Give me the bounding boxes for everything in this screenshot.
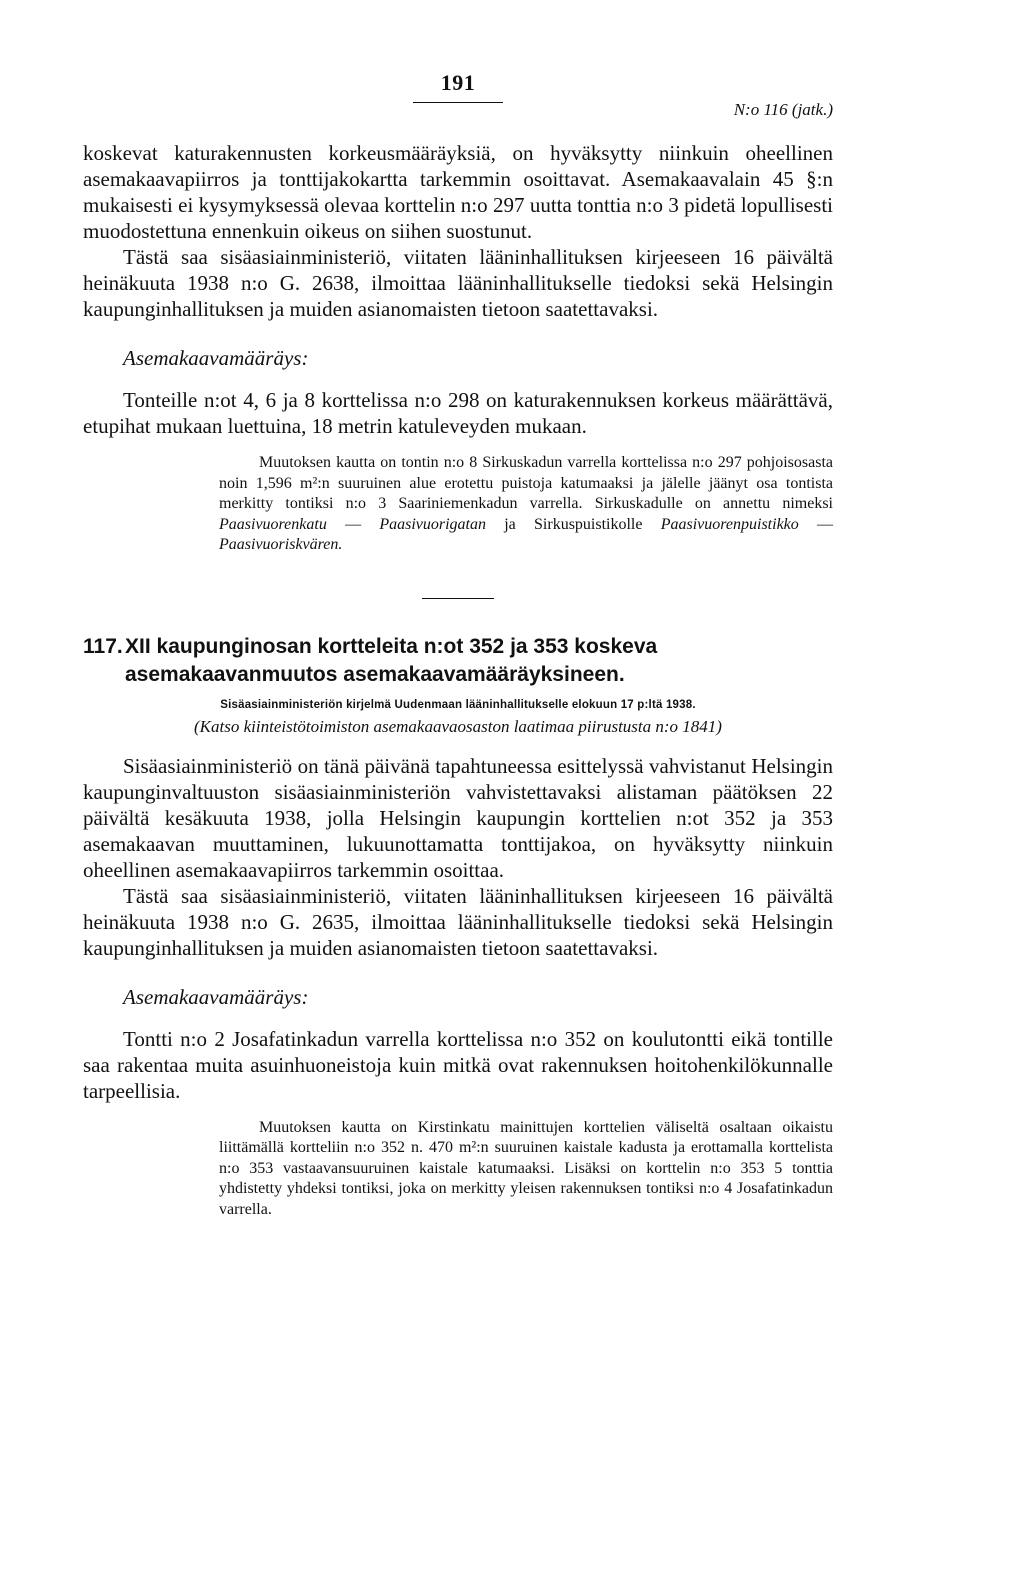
section-116-note-text: Muutoksen kautta on tontin n:o 8 Sirkuskadun varrella korttelissa n:o 297 pohjoisosasta noin 1,596 m²:n suuruinen alue erotettu puistoja katumaaksi ja jälelle jäänyt osa tontista merkitty tontiksi n:o 3 Saariniemenkadun varrella. Sirkuskadulle on annettu nimeksi Paasivuorenkatu — Paasivuorigatan ja Sirkuspuistikolle Paasivuorenpuistikko — Paasivuoriskvären. [219, 454, 834, 553]
section-117-reference: (Katso kiinteistötoimiston asemakaavaosaston laatimaa piirustusta n:o 1841) [194, 716, 722, 736]
note-street-name-fi: Paasivuorenkatu [219, 515, 327, 533]
section-divider [422, 598, 494, 599]
section-117-note [219, 1118, 833, 1221]
document-page [83, 60, 833, 1220]
section-117-title-line-1: XII kaupunginosan kortteleita n:ot 352 ja 353 koskeva [125, 634, 658, 658]
section-117-source: Sisäasiainministeriön kirjelmä Uudenmaan lääninhallitukselle elokuun 17 p:ltä 1938. [220, 698, 696, 711]
continuation-mark: N:o 116 (jatk.) [733, 100, 833, 119]
section-116-label: Asemakaavamääräys: [123, 346, 309, 370]
note-park-name-fi: Paasivuorenpuistikko [660, 515, 799, 533]
section-116-note [219, 453, 833, 556]
note-intro: Muutoksen kautta on tontin n:o 8 Sirkuskadun varrella korttelissa n:o 297 pohjoisosasta noin 1,596 m²:n suuruinen alue erotettu puistoja katumaaksi ja jälelle jäänyt osa tontista merkitty tontiksi n:o 3 Saariniemenkadun varrella. Sirkuskadulle on annettu nimeksi [219, 454, 833, 512]
section-117-label: Asemakaavamääräys: [123, 984, 309, 1009]
section-117-title-line-2: asemakaavanmuutos asemakaavamääräyksineen. [125, 662, 625, 686]
note-street-name-sv: Paasivuorigatan [379, 515, 486, 533]
section-116-paragraph-2: Tästä saa sisäasiainministeriö, viitaten lääninhallituksen kirjeeseen 16 päivältä heinäkuuta 1938 n:o G. 2638, ilmoittaa lääninhallitukselle tiedoksi sekä Helsingin kaupunginhallituksen ja muiden asianomaisten tietoon saatettavaksi. [83, 245, 833, 321]
section-117-paragraph-1: Sisäasiainministeriö on tänä päivänä tapahtuneessa esittelyssä vahvistanut Helsingin kaupunginvaltuuston sisäasiainministeriön vahvistettavaksi alistaman päätöksen 22 päivältä kesäkuuta 1938, jolla Helsingin kaupungin korttelien n:ot 352 ja 353 asemakaavan muuttaminen, lukuunottamatta tonttijakoa, on hyväksytty niinkuin oheellinen asemakaavapiirros tarkemmin osoittaa. [83, 753, 833, 882]
section-117-number: 117. [83, 634, 123, 658]
section-116-paragraph-1: koskevat katurakennusten korkeusmääräyksiä, on hyväksytty niinkuin oheellinen asemakaavapiirros ja tonttijakokartta tarkemmin osoittavat. Asemakaavalain 45 §:n mukaisesti ei kysymyksessä olevaa korttelin n:o 297 uutta tonttia n:o 3 pidetä lopullisesti muodostettuna ennenkuin oikeus on siihen suostunut. [83, 141, 833, 243]
page-number-rule [413, 102, 503, 103]
page-header [83, 60, 833, 140]
page-number: 191 [440, 70, 476, 95]
section-117-paragraph-2: Tästä saa sisäasiainministeriö, viitaten lääninhallituksen kirjeeseen 16 päivältä heinäkuuta 1938 n:o G. 2635, ilmoittaa lääninhallitukselle tiedoksi sekä Helsingin kaupunginhallituksen ja muiden asianomaisten tietoon saatettavaksi. [83, 883, 833, 960]
section-116-paragraph-3: Tonteille n:ot 4, 6 ja 8 korttelissa n:o 298 on katurakennuksen korkeus määrättävä, etupihat mukaan luettuina, 18 metrin katuleveyden mukaan. [83, 388, 833, 438]
note-park-name-sv: Paasivuoriskvären. [219, 536, 343, 553]
section-117-paragraph-3: Tontti n:o 2 Josafatinkadun varrella korttelissa n:o 352 on koulutontti eikä tontille saa rakentaa muita asuinhuoneistoja kuin mitkä ovat rakennuksen hoitohenkilökunnalle tarpeellisia. [83, 1026, 833, 1103]
section-117-note-text: Muutoksen kautta on Kirstinkatu mainittujen korttelien väliseltä osaltaan oikaistu liittämällä kortteliin n:o 352 n. 470 m²:n suuruinen kaistale kadusta ja erottamalla korttelista n:o 353 vastaavansuuruinen kaistale katumaaksi. Lisäksi on korttelin n:o 353 5 tonttia yhdistetty yhdeksi tontiksi, joka on merkitty yleisen rakennuksen tontiksi n:o 4 Josafatinkadun varrella. [219, 1118, 833, 1218]
section-117-title [83, 633, 833, 661]
